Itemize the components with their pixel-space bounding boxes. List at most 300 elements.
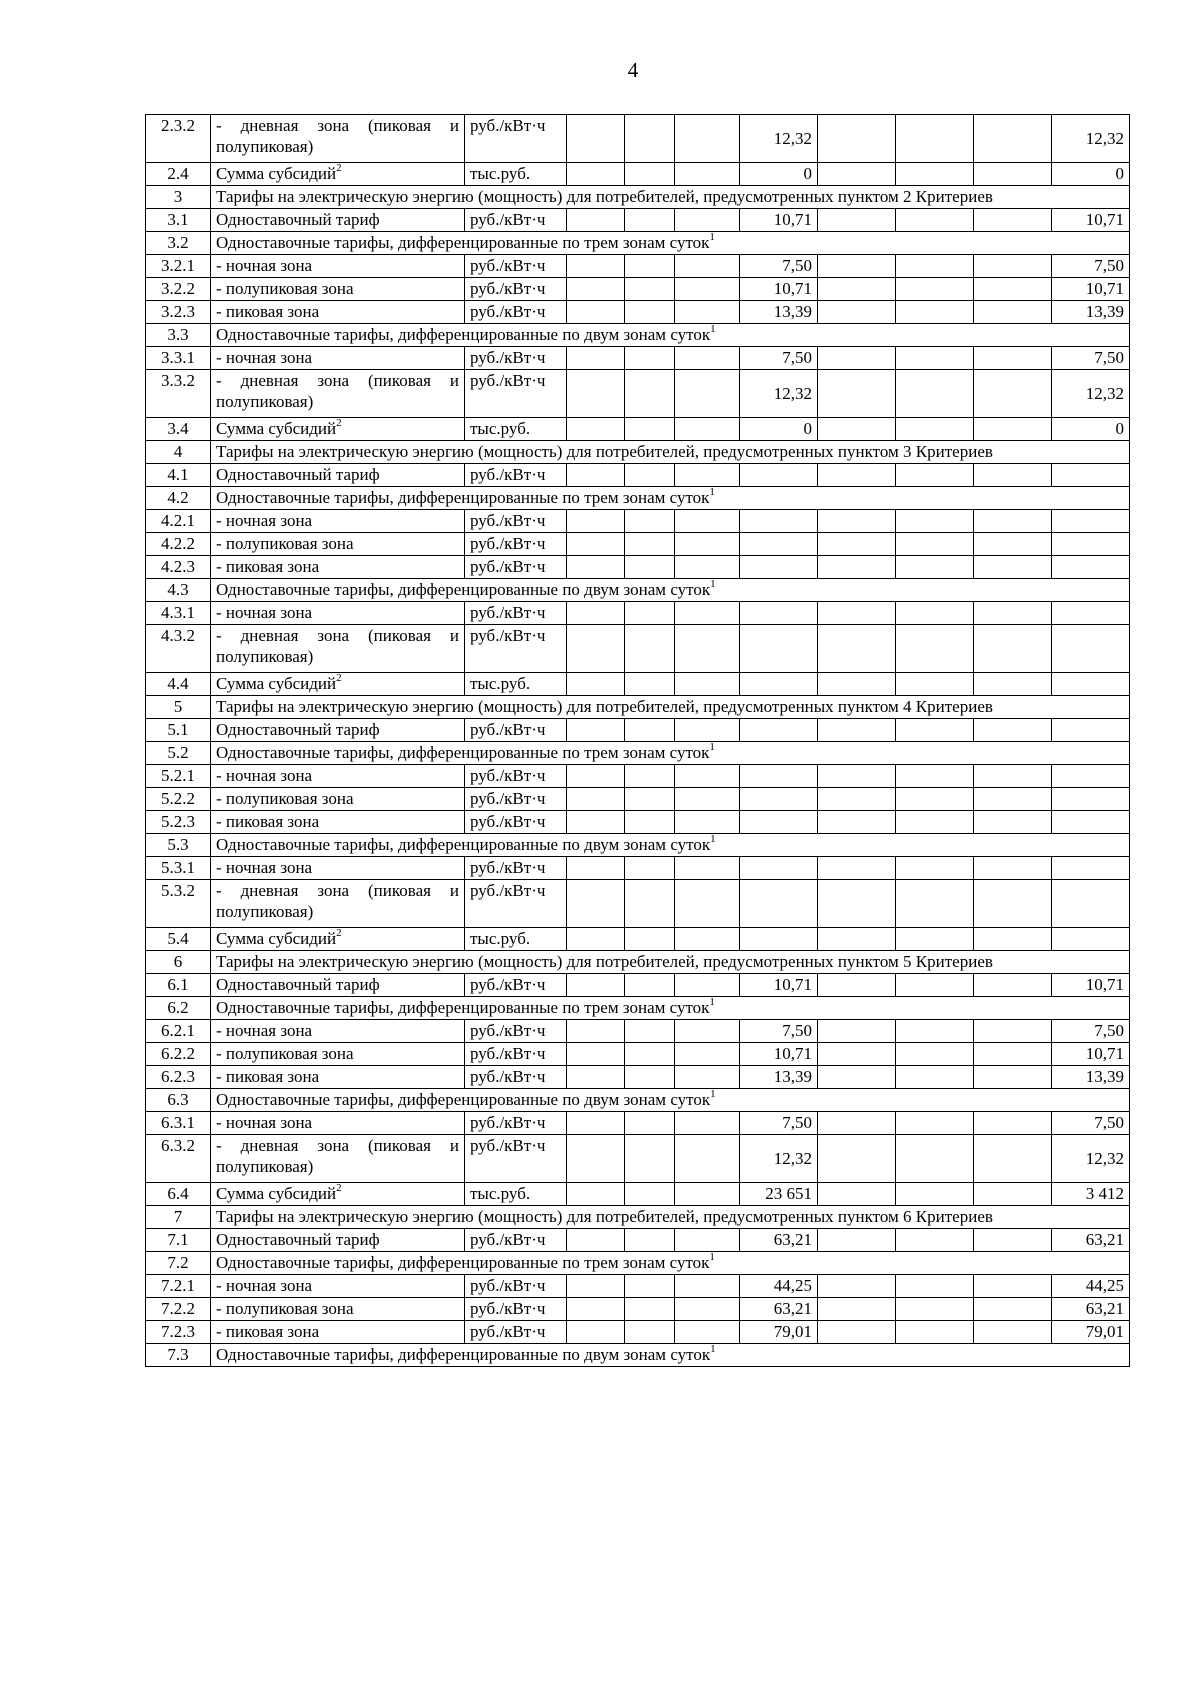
empty-cell (974, 347, 1052, 370)
empty-cell (974, 255, 1052, 278)
row-name-text: - полупиковая зона (216, 789, 354, 808)
empty-cell (896, 255, 974, 278)
empty-cell (625, 1183, 675, 1206)
empty-cell (974, 418, 1052, 441)
value-cell-final (1052, 625, 1130, 673)
unit-cell: руб./кВт·ч (465, 857, 567, 880)
unit-cell: руб./кВт·ч (465, 464, 567, 487)
value-cell-total: 10,71 (740, 974, 818, 997)
empty-cell (567, 301, 625, 324)
row-name-cell (211, 301, 465, 324)
empty-cell (974, 811, 1052, 834)
footnote-marker: 2 (336, 417, 342, 430)
empty-cell (625, 928, 675, 951)
table-row (146, 347, 1130, 370)
row-number-cell: 4.3.1 (146, 602, 211, 625)
subsection-row (146, 579, 1130, 602)
empty-cell (625, 1229, 675, 1252)
unit-cell: руб./кВт·ч (465, 209, 567, 232)
empty-cell (567, 115, 625, 163)
empty-cell (818, 163, 896, 186)
empty-cell (625, 1112, 675, 1135)
value-cell-total: 7,50 (740, 347, 818, 370)
footnote-marker: 1 (710, 1088, 716, 1101)
empty-cell (567, 974, 625, 997)
empty-cell (567, 602, 625, 625)
value-cell-total: 79,01 (740, 1321, 818, 1344)
row-name-text: Одноставочный тариф (216, 720, 380, 739)
footnote-marker: 1 (709, 996, 715, 1009)
empty-cell (625, 255, 675, 278)
row-name-text: Одноставочный тариф (216, 1230, 380, 1249)
empty-cell (974, 464, 1052, 487)
row-name-cell (211, 163, 465, 186)
table-row (146, 1135, 1130, 1183)
empty-cell (625, 602, 675, 625)
empty-cell (625, 278, 675, 301)
empty-cell (896, 464, 974, 487)
subsection-title (211, 997, 1130, 1020)
empty-cell (818, 673, 896, 696)
row-number-cell: 2.4 (146, 163, 211, 186)
value-cell-final: 44,25 (1052, 1275, 1130, 1298)
empty-cell (675, 1066, 740, 1089)
empty-cell (974, 556, 1052, 579)
unit-cell: руб./кВт·ч (465, 1229, 567, 1252)
empty-cell (818, 602, 896, 625)
empty-cell (896, 928, 974, 951)
empty-cell (818, 370, 896, 418)
value-cell-total (740, 788, 818, 811)
empty-cell (896, 115, 974, 163)
row-name-text: Сумма субсидий (216, 929, 337, 948)
value-cell-final: 10,71 (1052, 1043, 1130, 1066)
value-cell-final: 63,21 (1052, 1229, 1130, 1252)
unit-cell: руб./кВт·ч (465, 255, 567, 278)
empty-cell (818, 1066, 896, 1089)
empty-cell (675, 533, 740, 556)
footnote-marker: 1 (709, 1251, 715, 1264)
section-text: Тарифы на электрическую энергию (мощность) для потребителей, предусмотренных пунктом 3 Критериев (216, 442, 993, 461)
row-name-text: Сумма субсидий (216, 1184, 337, 1203)
empty-cell (818, 765, 896, 788)
subsection-title (211, 742, 1130, 765)
empty-cell (675, 510, 740, 533)
row-number-cell: 6 (146, 951, 211, 974)
row-name-cell (211, 765, 465, 788)
value-cell-total: 23 651 (740, 1183, 818, 1206)
empty-cell (896, 719, 974, 742)
empty-cell (625, 880, 675, 928)
table-row (146, 1298, 1130, 1321)
section-header-row (146, 696, 1130, 719)
empty-cell (896, 301, 974, 324)
empty-cell (675, 602, 740, 625)
unit-cell: руб./кВт·ч (465, 1298, 567, 1321)
row-number-cell: 6.3.1 (146, 1112, 211, 1135)
empty-cell (818, 1020, 896, 1043)
empty-cell (974, 880, 1052, 928)
table-row (146, 857, 1130, 880)
empty-cell (974, 857, 1052, 880)
value-cell-final: 3 412 (1052, 1183, 1130, 1206)
value-cell-final: 7,50 (1052, 1112, 1130, 1135)
unit-cell: руб./кВт·ч (465, 811, 567, 834)
empty-cell (675, 673, 740, 696)
table-row (146, 1229, 1130, 1252)
table-row (146, 115, 1130, 163)
section-title (211, 1206, 1130, 1229)
empty-cell (675, 209, 740, 232)
empty-cell (567, 464, 625, 487)
empty-cell (896, 1135, 974, 1183)
section-text: Одноставочные тарифы, дифференцированные по трем зонам суток (216, 233, 710, 252)
empty-cell (896, 1183, 974, 1206)
empty-cell (818, 255, 896, 278)
empty-cell (567, 857, 625, 880)
row-name-text: - пиковая зона (216, 1322, 320, 1341)
value-cell-total: 13,39 (740, 301, 818, 324)
empty-cell (818, 811, 896, 834)
empty-cell (818, 556, 896, 579)
empty-cell (675, 255, 740, 278)
empty-cell (567, 880, 625, 928)
table-row (146, 880, 1130, 928)
row-number-cell: 4.2 (146, 487, 211, 510)
value-cell-final (1052, 928, 1130, 951)
empty-cell (625, 1135, 675, 1183)
empty-cell (818, 464, 896, 487)
row-name-cell (211, 533, 465, 556)
empty-cell (818, 115, 896, 163)
footnote-marker: 1 (710, 578, 716, 591)
row-number-cell: 3.2.2 (146, 278, 211, 301)
value-cell-total (740, 811, 818, 834)
empty-cell (818, 857, 896, 880)
empty-cell (974, 278, 1052, 301)
row-number-cell: 6.3 (146, 1089, 211, 1112)
row-name-cell (211, 209, 465, 232)
row-number-cell: 3.3.1 (146, 347, 211, 370)
row-name-cell (211, 1066, 465, 1089)
unit-cell: тыс.руб. (465, 163, 567, 186)
footnote-marker: 2 (336, 927, 342, 940)
empty-cell (896, 370, 974, 418)
value-cell-final: 7,50 (1052, 347, 1130, 370)
table-row (146, 209, 1130, 232)
empty-cell (625, 115, 675, 163)
unit-cell: руб./кВт·ч (465, 625, 567, 673)
empty-cell (675, 811, 740, 834)
empty-cell (675, 418, 740, 441)
row-number-cell: 4.2.3 (146, 556, 211, 579)
empty-cell (675, 1229, 740, 1252)
empty-cell (818, 301, 896, 324)
empty-cell (818, 1112, 896, 1135)
empty-cell (567, 347, 625, 370)
row-number-cell: 7.1 (146, 1229, 211, 1252)
value-cell-final (1052, 464, 1130, 487)
unit-cell: руб./кВт·ч (465, 510, 567, 533)
value-cell-final: 0 (1052, 418, 1130, 441)
empty-cell (818, 209, 896, 232)
table-row (146, 556, 1130, 579)
empty-cell (896, 1229, 974, 1252)
row-number-cell: 7 (146, 1206, 211, 1229)
empty-cell (567, 1229, 625, 1252)
value-cell-total (740, 857, 818, 880)
empty-cell (818, 928, 896, 951)
empty-cell (675, 928, 740, 951)
value-cell-final: 7,50 (1052, 1020, 1130, 1043)
empty-cell (896, 1020, 974, 1043)
subsection-title (211, 834, 1130, 857)
unit-cell: руб./кВт·ч (465, 974, 567, 997)
row-name-cell (211, 1112, 465, 1135)
value-cell-total: 7,50 (740, 1112, 818, 1135)
subsection-row (146, 324, 1130, 347)
row-name-text: Одноставочный тариф (216, 210, 380, 229)
value-cell-final (1052, 556, 1130, 579)
unit-cell: руб./кВт·ч (465, 880, 567, 928)
table-row (146, 602, 1130, 625)
empty-cell (675, 719, 740, 742)
row-name-text: - ночная зона (216, 858, 313, 877)
row-name-text: Одноставочный тариф (216, 465, 380, 484)
unit-cell: тыс.руб. (465, 673, 567, 696)
footnote-marker: 1 (710, 833, 716, 846)
empty-cell (818, 974, 896, 997)
empty-cell (625, 1321, 675, 1344)
empty-cell (818, 278, 896, 301)
row-name-cell (211, 1183, 465, 1206)
empty-cell (567, 928, 625, 951)
empty-cell (896, 857, 974, 880)
row-number-cell: 7.3 (146, 1344, 211, 1367)
value-cell-final (1052, 602, 1130, 625)
empty-cell (818, 1298, 896, 1321)
empty-cell (896, 278, 974, 301)
empty-cell (625, 857, 675, 880)
empty-cell (675, 278, 740, 301)
empty-cell (974, 1135, 1052, 1183)
empty-cell (567, 533, 625, 556)
empty-cell (896, 163, 974, 186)
unit-cell: руб./кВт·ч (465, 533, 567, 556)
table-row (146, 1183, 1130, 1206)
value-cell-final: 0 (1052, 163, 1130, 186)
table-row (146, 510, 1130, 533)
empty-cell (625, 788, 675, 811)
empty-cell (896, 418, 974, 441)
empty-cell (896, 1112, 974, 1135)
empty-cell (625, 1066, 675, 1089)
section-text: Одноставочные тарифы, дифференцированные по трем зонам суток (216, 998, 710, 1017)
value-cell-final: 79,01 (1052, 1321, 1130, 1344)
empty-cell (625, 765, 675, 788)
row-name-cell (211, 556, 465, 579)
empty-cell (818, 625, 896, 673)
row-number-cell: 5.2.3 (146, 811, 211, 834)
value-cell-final: 10,71 (1052, 974, 1130, 997)
empty-cell (896, 811, 974, 834)
row-name-cell (211, 1298, 465, 1321)
empty-cell (675, 1043, 740, 1066)
empty-cell (567, 278, 625, 301)
row-number-cell: 6.2.2 (146, 1043, 211, 1066)
unit-cell: руб./кВт·ч (465, 370, 567, 418)
row-number-cell: 6.3.2 (146, 1135, 211, 1183)
empty-cell (818, 1321, 896, 1344)
empty-cell (675, 1321, 740, 1344)
empty-cell (625, 209, 675, 232)
empty-cell (567, 1043, 625, 1066)
empty-cell (625, 719, 675, 742)
row-number-cell: 3 (146, 186, 211, 209)
row-number-cell: 7.2.1 (146, 1275, 211, 1298)
value-cell-total (740, 765, 818, 788)
section-header-row (146, 951, 1130, 974)
table-row (146, 811, 1130, 834)
section-text: Тарифы на электрическую энергию (мощность) для потребителей, предусмотренных пунктом 6 Критериев (216, 1207, 993, 1226)
row-name-cell (211, 719, 465, 742)
empty-cell (675, 347, 740, 370)
section-text: Тарифы на электрическую энергию (мощность) для потребителей, предусмотренных пунктом 5 Критериев (216, 952, 993, 971)
row-number-cell: 5.2 (146, 742, 211, 765)
empty-cell (567, 418, 625, 441)
row-number-cell: 5.3.2 (146, 880, 211, 928)
footnote-marker: 1 (709, 231, 715, 244)
row-number-cell: 4.3.2 (146, 625, 211, 673)
empty-cell (625, 1275, 675, 1298)
table-row (146, 765, 1130, 788)
empty-cell (974, 974, 1052, 997)
empty-cell (675, 788, 740, 811)
table-row (146, 625, 1130, 673)
value-cell-total: 63,21 (740, 1229, 818, 1252)
table-row (146, 1321, 1130, 1344)
section-text: Тарифы на электрическую энергию (мощность) для потребителей, предусмотренных пунктом 2 Критериев (216, 187, 993, 206)
value-cell-total: 10,71 (740, 209, 818, 232)
row-name-cell (211, 625, 465, 673)
empty-cell (818, 347, 896, 370)
section-text: Одноставочные тарифы, дифференцированные по трем зонам суток (216, 488, 710, 507)
empty-cell (675, 625, 740, 673)
row-number-cell: 7.2 (146, 1252, 211, 1275)
section-title (211, 441, 1130, 464)
row-name-text: - ночная зона (216, 1021, 313, 1040)
subsection-title (211, 1252, 1130, 1275)
footnote-marker: 2 (336, 672, 342, 685)
subsection-row (146, 742, 1130, 765)
row-number-cell: 3.2.3 (146, 301, 211, 324)
row-name-text: - ночная зона (216, 1276, 313, 1295)
empty-cell (974, 1229, 1052, 1252)
value-cell-final: 10,71 (1052, 278, 1130, 301)
empty-cell (818, 418, 896, 441)
row-number-cell: 6.2 (146, 997, 211, 1020)
empty-cell (567, 788, 625, 811)
subsection-row (146, 1344, 1130, 1367)
row-number-cell: 5.4 (146, 928, 211, 951)
empty-cell (974, 115, 1052, 163)
row-number-cell: 4.3 (146, 579, 211, 602)
empty-cell (896, 556, 974, 579)
unit-cell: руб./кВт·ч (465, 115, 567, 163)
empty-cell (625, 533, 675, 556)
unit-cell: руб./кВт·ч (465, 1275, 567, 1298)
table-row (146, 1043, 1130, 1066)
row-name-cell (211, 1043, 465, 1066)
empty-cell (818, 1135, 896, 1183)
empty-cell (896, 1321, 974, 1344)
row-number-cell: 4.4 (146, 673, 211, 696)
value-cell-total (740, 533, 818, 556)
row-number-cell: 7.2.3 (146, 1321, 211, 1344)
empty-cell (675, 974, 740, 997)
row-number-cell: 3.2.1 (146, 255, 211, 278)
empty-cell (974, 1066, 1052, 1089)
empty-cell (896, 1298, 974, 1321)
table-row (146, 278, 1130, 301)
row-number-cell: 3.1 (146, 209, 211, 232)
unit-cell: руб./кВт·ч (465, 1043, 567, 1066)
value-cell-final (1052, 533, 1130, 556)
row-number-cell: 3.4 (146, 418, 211, 441)
row-name-cell (211, 1020, 465, 1043)
value-cell-total: 10,71 (740, 1043, 818, 1066)
empty-cell (974, 301, 1052, 324)
empty-cell (974, 928, 1052, 951)
empty-cell (625, 811, 675, 834)
empty-cell (818, 788, 896, 811)
value-cell-final (1052, 857, 1130, 880)
row-number-cell: 5 (146, 696, 211, 719)
value-cell-final (1052, 880, 1130, 928)
section-text: Одноставочные тарифы, дифференцированные по двум зонам суток (216, 1090, 711, 1109)
empty-cell (567, 1135, 625, 1183)
empty-cell (896, 602, 974, 625)
unit-cell: руб./кВт·ч (465, 1112, 567, 1135)
row-name-cell (211, 1135, 465, 1183)
empty-cell (974, 673, 1052, 696)
row-name-cell (211, 278, 465, 301)
subsection-title (211, 1089, 1130, 1112)
empty-cell (567, 255, 625, 278)
table-row (146, 928, 1130, 951)
empty-cell (567, 163, 625, 186)
empty-cell (896, 625, 974, 673)
unit-cell: руб./кВт·ч (465, 1321, 567, 1344)
footnote-marker: 2 (336, 162, 342, 175)
value-cell-total: 10,71 (740, 278, 818, 301)
empty-cell (675, 163, 740, 186)
section-text: Тарифы на электрическую энергию (мощность) для потребителей, предусмотренных пунктом 4 Критериев (216, 697, 993, 716)
row-name-cell (211, 115, 465, 163)
section-text: Одноставочные тарифы, дифференцированные по трем зонам суток (216, 743, 710, 762)
table-row (146, 1020, 1130, 1043)
value-cell-final (1052, 788, 1130, 811)
empty-cell (896, 1275, 974, 1298)
empty-cell (974, 719, 1052, 742)
empty-cell (567, 1066, 625, 1089)
empty-cell (974, 1321, 1052, 1344)
table-row (146, 418, 1130, 441)
empty-cell (567, 1183, 625, 1206)
empty-cell (896, 347, 974, 370)
table-row (146, 719, 1130, 742)
empty-cell (818, 719, 896, 742)
